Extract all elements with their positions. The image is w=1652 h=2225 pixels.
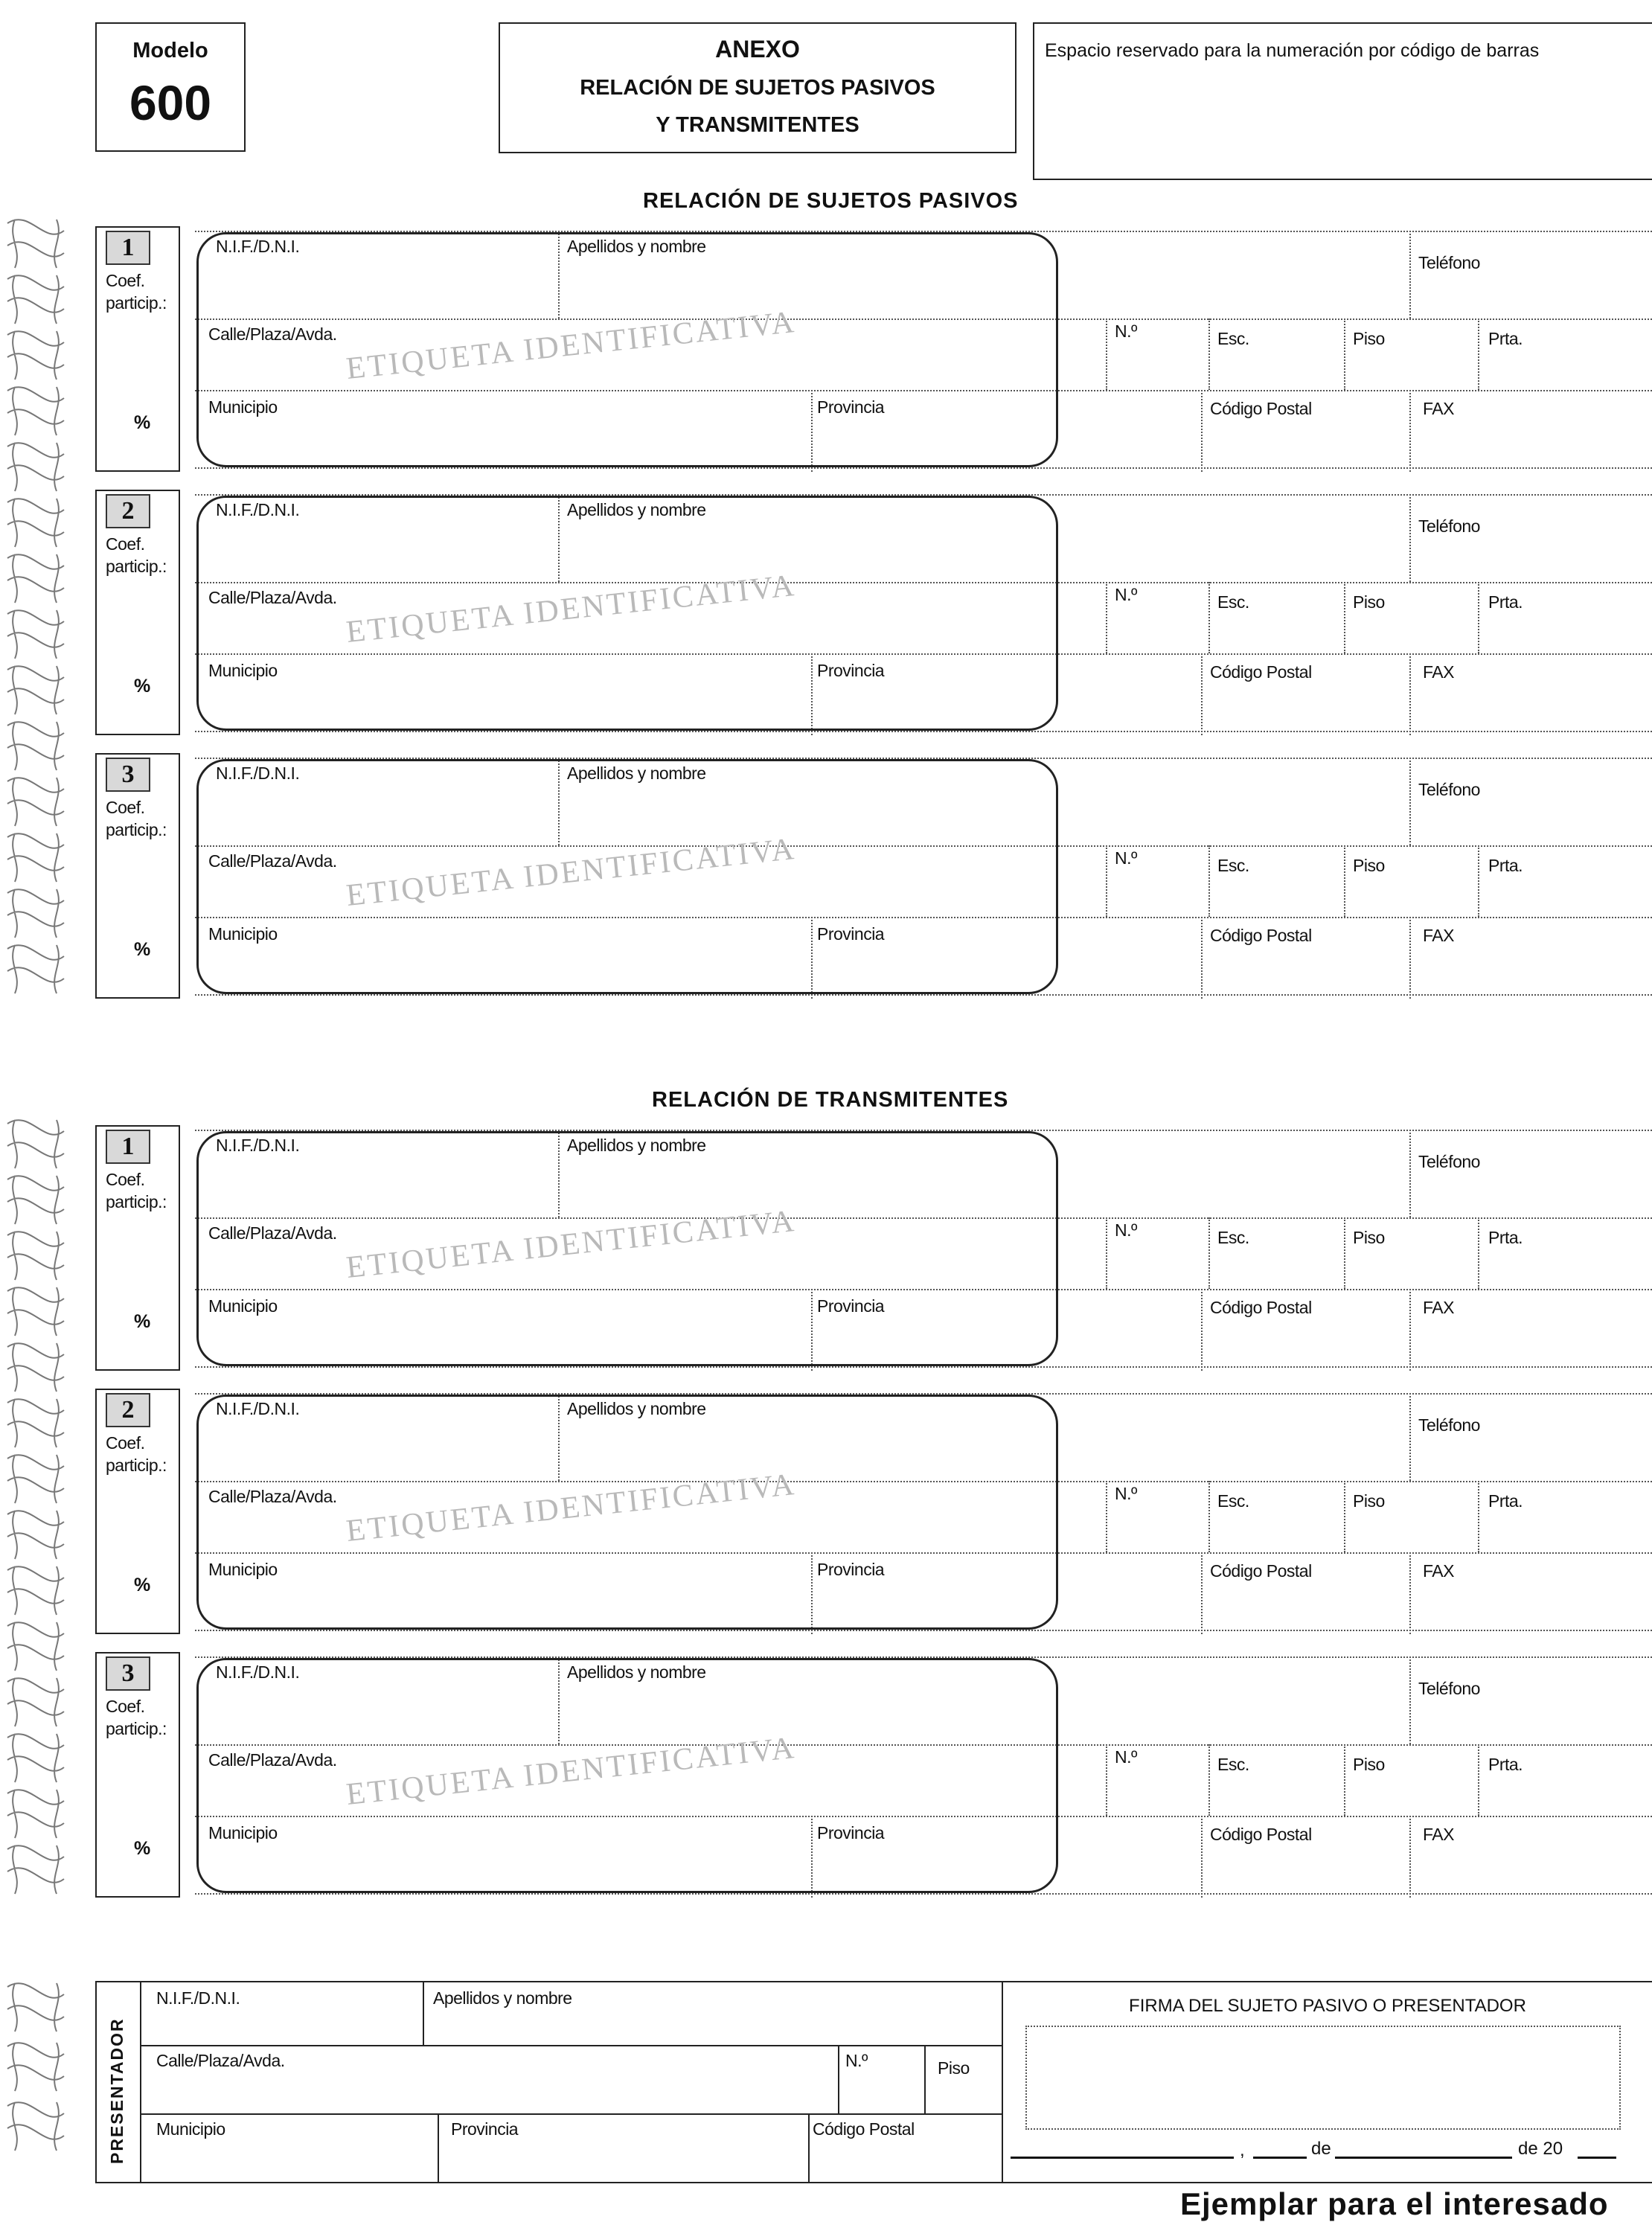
ornament-path	[7, 220, 64, 993]
date-place-line[interactable]	[1011, 2157, 1234, 2159]
firma-box[interactable]	[1025, 2026, 1621, 2130]
presentador-apellidos-label: Apellidos y nombre	[433, 1988, 572, 2008]
telefono-label: Teléfono	[1418, 1679, 1480, 1698]
esc-label: Esc.	[1217, 329, 1249, 348]
coef-label: Coef.	[106, 534, 145, 554]
calle-label: Calle/Plaza/Avda.	[208, 1487, 337, 1506]
cp-label: Código Postal	[1210, 926, 1312, 945]
provincia-label: Provincia	[817, 1560, 885, 1579]
watermark: ETIQUETA IDENTIFICATIVA	[345, 1467, 798, 1549]
coef-label: Coef.	[106, 1170, 145, 1189]
particip-label: particip.:	[106, 293, 167, 313]
percent-label: %	[134, 1838, 151, 1859]
calle-label: Calle/Plaza/Avda.	[208, 1223, 337, 1243]
firma-area	[1003, 1981, 1652, 2183]
presentador-num-label: N.º	[845, 2051, 868, 2070]
presentador-vline-piso	[924, 2045, 926, 2113]
field-divider	[1208, 845, 1210, 917]
calle-label: Calle/Plaza/Avda.	[208, 324, 337, 344]
telefono-label: Teléfono	[1418, 1152, 1480, 1171]
field-divider	[1409, 1552, 1411, 1634]
provincia-label: Provincia	[817, 397, 885, 417]
fax-label: FAX	[1423, 1561, 1454, 1581]
coef-label: Coef.	[106, 1697, 145, 1716]
field-divider	[1201, 1552, 1203, 1634]
calle-label: Calle/Plaza/Avda.	[208, 588, 337, 607]
cp-label: Código Postal	[1210, 1298, 1312, 1317]
prta-label: Prta.	[1488, 856, 1523, 875]
fax-label: FAX	[1423, 662, 1454, 682]
nif-label: N.I.F./D.N.I.	[216, 237, 300, 256]
field-divider	[1201, 390, 1203, 472]
cp-label: Código Postal	[1210, 1825, 1312, 1844]
telefono-label: Teléfono	[1418, 1415, 1480, 1435]
esc-label: Esc.	[1217, 1491, 1249, 1511]
calle-label: Calle/Plaza/Avda.	[208, 1750, 337, 1770]
margin-ornament-top	[0, 216, 71, 1005]
coef-label: Coef.	[106, 271, 145, 290]
modelo-label: Modelo	[132, 39, 208, 63]
field-divider	[1201, 653, 1203, 735]
particip-label: particip.:	[106, 1719, 167, 1738]
esc-label: Esc.	[1217, 592, 1249, 612]
date-day-line[interactable]	[1253, 2157, 1307, 2159]
nif-label: N.I.F./D.N.I.	[216, 1662, 300, 1682]
prta-label: Prta.	[1488, 1755, 1523, 1774]
entry-number: 1	[106, 1130, 150, 1164]
field-divider	[1478, 1481, 1479, 1552]
piso-label: Piso	[1353, 1491, 1385, 1511]
barcode-note: Espacio reservado para la numeración por código de barras	[1045, 40, 1540, 61]
numero-label: N.º	[1115, 848, 1137, 868]
apellidos-label: Apellidos y nombre	[567, 1662, 706, 1682]
nif-label: N.I.F./D.N.I.	[216, 1136, 300, 1155]
fax-label: FAX	[1423, 926, 1454, 945]
nif-label: N.I.F./D.N.I.	[216, 500, 300, 519]
field-divider	[1344, 1481, 1345, 1552]
field-divider	[1106, 1481, 1107, 1552]
presentador-vline-apellidos	[423, 1982, 424, 2045]
particip-label: particip.:	[106, 820, 167, 839]
piso-label: Piso	[1353, 856, 1385, 875]
field-divider	[1409, 653, 1411, 735]
field-divider	[1344, 582, 1345, 653]
field-divider	[1106, 318, 1107, 390]
provincia-label: Provincia	[817, 924, 885, 944]
field-divider	[1106, 1217, 1107, 1289]
field-divider	[1208, 318, 1210, 390]
field-divider	[1409, 1130, 1411, 1217]
margin-ornament-bottom	[0, 1979, 71, 2173]
ornament-path	[7, 1983, 64, 2151]
esc-label: Esc.	[1217, 1228, 1249, 1247]
prta-label: Prta.	[1488, 1228, 1523, 1247]
particip-label: particip.:	[106, 1456, 167, 1475]
field-divider	[1409, 1656, 1411, 1744]
particip-label: particip.:	[106, 557, 167, 576]
provincia-label: Provincia	[817, 1823, 885, 1843]
field-divider	[1409, 758, 1411, 845]
piso-label: Piso	[1353, 1755, 1385, 1774]
municipio-label: Municipio	[208, 1823, 278, 1843]
field-divider	[1201, 917, 1203, 999]
section-title: RELACIÓN DE SUJETOS PASIVOS	[643, 189, 1019, 213]
presentador-calle-label: Calle/Plaza/Avda.	[156, 2051, 285, 2070]
field-divider	[1478, 582, 1479, 653]
presentador-side	[97, 1982, 141, 2182]
entry-number: 3	[106, 758, 150, 792]
fax-label: FAX	[1423, 399, 1454, 418]
numero-label: N.º	[1115, 1484, 1137, 1503]
apellidos-label: Apellidos y nombre	[567, 500, 706, 519]
entry-number: 1	[106, 231, 150, 265]
municipio-label: Municipio	[208, 661, 278, 680]
field-divider	[1201, 1816, 1203, 1898]
piso-label: Piso	[1353, 1228, 1385, 1247]
presentador-vline-prov	[438, 2113, 439, 2182]
field-divider	[1409, 1393, 1411, 1481]
section-title: RELACIÓN DE TRANSMITENTES	[652, 1088, 1009, 1112]
presentador-hline1	[141, 2045, 1002, 2046]
field-divider	[1106, 1744, 1107, 1816]
copy-label: Ejemplar para el interesado	[1180, 2186, 1609, 2221]
percent-label: %	[134, 676, 151, 697]
calle-label: Calle/Plaza/Avda.	[208, 851, 337, 871]
percent-label: %	[134, 412, 151, 433]
presentador-provincia-label: Provincia	[451, 2119, 519, 2139]
entry-number: 2	[106, 1393, 150, 1427]
presentador-hline2	[141, 2113, 1002, 2115]
percent-label: %	[134, 939, 151, 960]
presentador-piso-label: Piso	[938, 2058, 970, 2078]
entry-number: 2	[106, 494, 150, 528]
modelo-number: 600	[129, 75, 212, 130]
field-divider	[1344, 845, 1345, 917]
numero-label: N.º	[1115, 585, 1137, 604]
apellidos-label: Apellidos y nombre	[567, 763, 706, 783]
cp-label: Código Postal	[1210, 1561, 1312, 1581]
numero-label: N.º	[1115, 1747, 1137, 1767]
date-de1: de	[1311, 2139, 1331, 2159]
firma-title: FIRMA DEL SUJETO PASIVO O PRESENTADOR	[1129, 1996, 1526, 2016]
presentador-cp-label: Código Postal	[813, 2119, 915, 2139]
field-divider	[1208, 1217, 1210, 1289]
field-divider	[1409, 1289, 1411, 1371]
piso-label: Piso	[1353, 329, 1385, 348]
numero-label: N.º	[1115, 321, 1137, 341]
field-divider	[1409, 494, 1411, 582]
municipio-label: Municipio	[208, 1560, 278, 1579]
municipio-label: Municipio	[208, 1296, 278, 1316]
provincia-label: Provincia	[817, 1296, 885, 1316]
telefono-label: Teléfono	[1418, 780, 1480, 799]
apellidos-label: Apellidos y nombre	[567, 1136, 706, 1155]
date-year-line[interactable]	[1578, 2157, 1616, 2159]
margin-ornament-middle	[0, 1116, 71, 1912]
field-divider	[1344, 1744, 1345, 1816]
provincia-label: Provincia	[817, 661, 885, 680]
municipio-label: Municipio	[208, 924, 278, 944]
ornament-path	[7, 1120, 64, 1894]
field-divider	[1478, 1744, 1479, 1816]
fax-label: FAX	[1423, 1825, 1454, 1844]
barcode-box	[1033, 22, 1652, 180]
field-divider	[1344, 318, 1345, 390]
presentador-vline-num	[838, 2045, 839, 2113]
presentador-municipio-label: Municipio	[156, 2119, 225, 2139]
prta-label: Prta.	[1488, 592, 1523, 612]
nif-label: N.I.F./D.N.I.	[216, 1399, 300, 1418]
fax-label: FAX	[1423, 1298, 1454, 1317]
field-divider	[1478, 318, 1479, 390]
date-month-line[interactable]	[1335, 2157, 1512, 2159]
modelo-box	[95, 22, 246, 152]
telefono-label: Teléfono	[1418, 516, 1480, 536]
apellidos-label: Apellidos y nombre	[567, 237, 706, 256]
numero-label: N.º	[1115, 1220, 1137, 1240]
field-divider	[1208, 1481, 1210, 1552]
particip-label: particip.:	[106, 1192, 167, 1211]
piso-label: Piso	[1353, 592, 1385, 612]
esc-label: Esc.	[1217, 1755, 1249, 1774]
percent-label: %	[134, 1311, 151, 1332]
cp-label: Código Postal	[1210, 662, 1312, 682]
prta-label: Prta.	[1488, 329, 1523, 348]
field-divider	[1409, 917, 1411, 999]
anexo-title: ANEXO	[715, 36, 800, 63]
date-de2: de 20	[1518, 2139, 1563, 2159]
watermark: ETIQUETA IDENTIFICATIVA	[345, 831, 798, 914]
cp-label: Código Postal	[1210, 399, 1312, 418]
nif-label: N.I.F./D.N.I.	[216, 763, 300, 783]
field-divider	[1409, 390, 1411, 472]
field-divider	[1201, 1289, 1203, 1371]
field-divider	[1106, 845, 1107, 917]
field-divider	[1208, 582, 1210, 653]
presentador-block	[95, 1981, 1003, 2183]
apellidos-label: Apellidos y nombre	[567, 1399, 706, 1418]
field-divider	[1344, 1217, 1345, 1289]
presentador-side-label: PRESENTADOR	[107, 2017, 127, 2164]
anexo-line2: Y TRANSMITENTES	[656, 113, 859, 137]
field-divider	[1478, 845, 1479, 917]
telefono-label: Teléfono	[1418, 253, 1480, 272]
watermark: ETIQUETA IDENTIFICATIVA	[345, 1203, 798, 1286]
anexo-box	[499, 22, 1017, 153]
field-divider	[1478, 1217, 1479, 1289]
anexo-line1: RELACIÓN DE SUJETOS PASIVOS	[580, 76, 935, 100]
municipio-label: Municipio	[208, 397, 278, 417]
field-divider	[1208, 1744, 1210, 1816]
presentador-vline-cp	[808, 2113, 810, 2182]
prta-label: Prta.	[1488, 1491, 1523, 1511]
field-divider	[1106, 582, 1107, 653]
percent-label: %	[134, 1575, 151, 1595]
field-divider	[1409, 1816, 1411, 1898]
presentador-nif-label: N.I.F./D.N.I.	[156, 1988, 240, 2008]
esc-label: Esc.	[1217, 856, 1249, 875]
watermark: ETIQUETA IDENTIFICATIVA	[345, 1730, 798, 1813]
date-comma: ,	[1240, 2140, 1245, 2160]
coef-label: Coef.	[106, 1433, 145, 1453]
watermark: ETIQUETA IDENTIFICATIVA	[345, 568, 798, 650]
entry-number: 3	[106, 1656, 150, 1691]
field-divider	[1409, 231, 1411, 318]
coef-label: Coef.	[106, 798, 145, 817]
watermark: ETIQUETA IDENTIFICATIVA	[345, 304, 798, 387]
